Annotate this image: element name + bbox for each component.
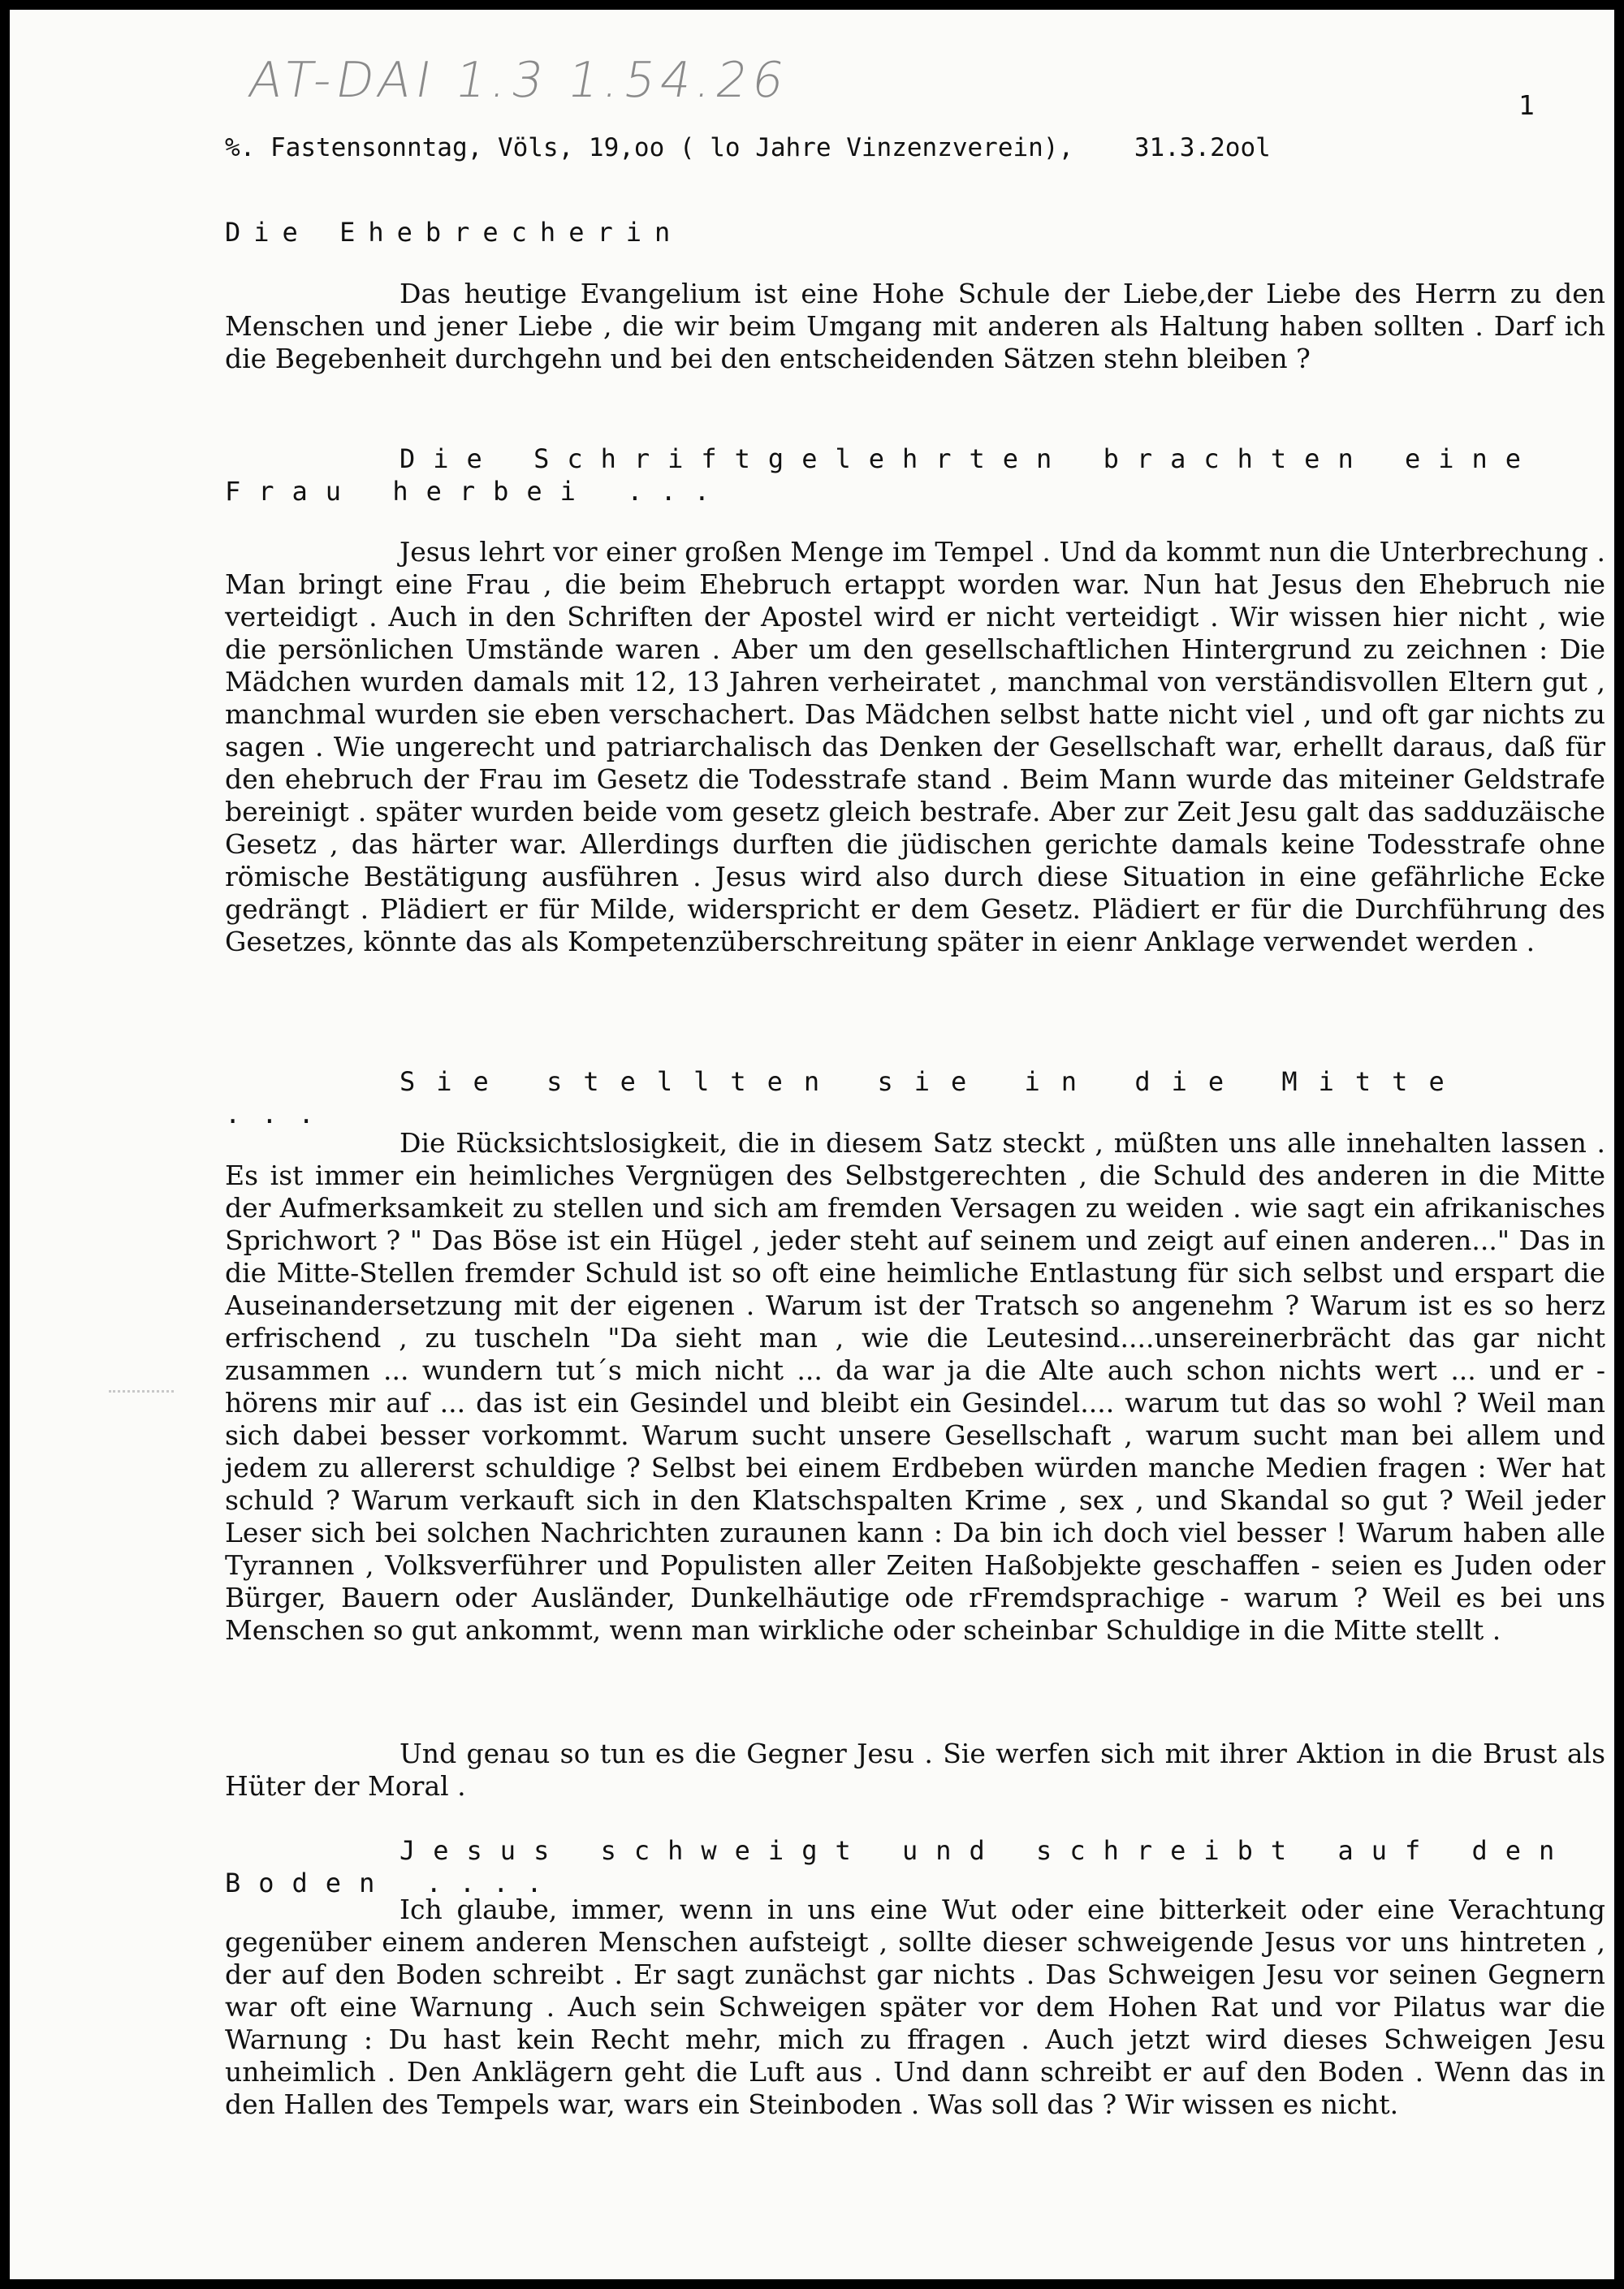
intro-paragraph: Das heutige Evangelium ist eine Hohe Schule der Liebe,der Liebe des Herrn zu den Menschen und jener Liebe , die wir beim Umgang mit anderen als Haltung haben sollten . Darf ich die Begebenheit durchgehn und bei den entscheidenden Sätzen stehn bleiben ? — [225, 278, 1605, 374]
margin-stamp-mark — [109, 1390, 174, 1401]
page-number: 1 — [1518, 89, 1535, 121]
document-title: Die Ehebrecherin — [225, 217, 684, 248]
document-page — [10, 10, 1614, 2279]
section-3-paragraph-1: Ich glaube, immer, wenn in uns eine Wut oder eine bitterkeit oder eine Verachtung gegenüber einem anderen Menschen aufsteigt , sollte dieser schweigende Jesus vor uns hintreten , der auf den Boden schreibt . Er sagt zunächst gar nichts . Das Schweigen Jesu vor seinen Gegnern war oft eine Warnung . Auch sein Schweigen später vor dem Hohen Rat und vor Pilatus war die Warnung : Du hast kein Recht mehr, mich zu ffragen . Auch jetzt wird dieses Schweigen Jesu unheimlich . Den Anklägern geht die Luft aus . Und dann schreibt er auf den Boden . Wenn das in den Hallen des Tempels war, wars ein Steinboden . Was soll das ? Wir wissen es nicht. — [225, 1894, 1605, 2120]
section-2-paragraph-1: Die Rücksichtslosigkeit, die in diesem Satz steckt , müßten uns alle innehalten lassen . Es ist immer ein heimliches Vergnügen des Selbstgerechten , die Schuld des anderen in die Mitte der Aufmerksamkeit zu stellen und sich am fremden Versagen zu weiden . wie sagt ein afrikanisches Sprichwort ? " Das Böse ist ein Hügel , jeder steht auf seinem und zeigt auf einen anderen..." Das in die Mitte-Stellen fremder Schuld ist so oft eine heimliche Entlastung für sich selbst und erspart die Auseinandersetzung mit der eigenen . Warum ist der Tratsch so angenehm ? Warum ist es so herz erfrischend , zu tuscheln "Da sieht man , wie die Leutesind....unsereinerbrächt das gar nicht zusammen ... wundern tut´s mich nicht ... da war ja die Alte auch schon nichts wert ... und er - hörens mir auf ... das ist ein Gesindel und bleibt ein Gesindel.... warum tut das so wohl ? Weil man sich dabei besser vorkommt. Warum sucht unsere Gesellschaft , warum sucht man bei allem und jedem zu allererst schuldige ? Selbst bei einem Erdbeben würden manche Medien fragen : Wer hat schuld ? Warum verkauft sich in den Klatschspalten Krime , sex , und Skandal so gut ? Weil jeder Leser sich bei solchen Nachrichten zuraunen kann : Da bin ich doch viel besser ! Warum haben alle Tyrannen , Volksverführer und Populisten aller Zeiten Haßobjekte geschaffen - seien es Juden oder Bürger, Bauern oder Ausländer, Dunkelhäutige ode rFremdsprachige - warum ? Weil es bei uns Menschen so gut ankommt, wenn man wirkliche oder scheinbar Schuldige in die Mitte stellt . — [225, 1127, 1605, 1646]
header-line: %. Fastensonntag, Völs, 19,oo ( lo Jahre Vinzenzverein), 31.3.2ool — [225, 133, 1271, 162]
section-heading-3: Jesus schweigt und schreibt auf den Boden .... — [225, 1835, 1573, 1898]
archive-signature: AT-DAI 1.3 1.54.26 — [244, 52, 793, 109]
section-1-paragraph-1: Jesus lehrt vor einer großen Menge im Tempel . Und da kommt nun die Unterbrechung . Man bringt eine Frau , die beim Ehebruch ertappt worden war. Nun hat Jesus den Ehebruch nie verteidigt . Auch in den Schriften der Apostel wird er nicht verteidigt . Wir wissen hier nicht , wie die persönlichen Umstände waren . Aber um den gesellschaftlichen Hintergrund zu zeichnen : Die Mädchen wurden damals mit 12, 13 Jahren verheiratet , manchmal von verständisvollen Eltern gut , manchmal wurden sie eben verschachert. Das Mädchen selbst hatte nicht viel , und oft gar nichts zu sagen . Wie ungerecht und patriarchalisch das Denken der Gesellschaft war, erhellt daraus, daß für den ehebruch der Frau im Gesetz die Todesstrafe stand . Beim Mann wurde das miteiner Geldstrafe bereinigt . später wurden beide vom gesetz gleich bestrafe. Aber zur Zeit Jesu galt das sadduzäische Gesetz , das härter war. Allerdings durften die jüdischen gerichte damals keine Todesstrafe ohne römische Bestätigung ausführen . Jesus wird also durch diese Situation in eine gefährliche Ecke gedrängt . Plädiert er für Milde, widerspricht er dem Gesetz. Plädiert er für die Durchführung des Gesetzes, könnte das als Kompetenzüberschreitung später in eienr Anklage verwendet werden . — [225, 536, 1605, 957]
section-heading-1: Die Schriftgelehrten brachten eine Frau herbei ... — [225, 443, 1540, 507]
section-2-paragraph-2: Und genau so tun es die Gegner Jesu . Sie werfen sich mit ihrer Aktion in die Brust als Hüter der Moral . — [225, 1738, 1605, 1802]
section-heading-2: Sie stellten sie in die Mitte ... — [225, 1066, 1466, 1129]
